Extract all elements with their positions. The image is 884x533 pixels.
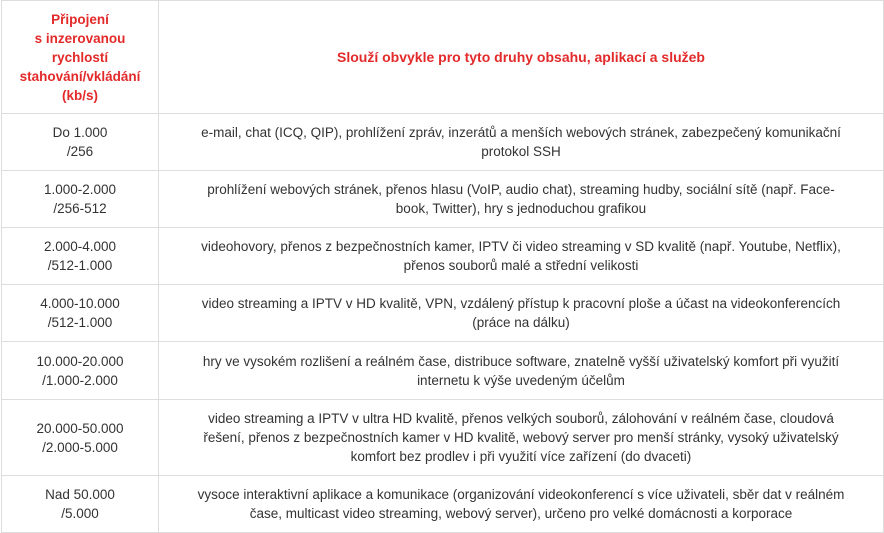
usage-line: řešení, přenos z bezpečnostních kamer v HD kvalitě, webový server pro menší stránky, vysoký uživatelský [203,430,839,445]
speed-line: Do 1.000 [52,125,108,140]
usage-cell [159,285,884,342]
speed-cell [2,476,159,533]
speed-line: /512-1.000 [47,258,113,273]
table-row [2,114,884,171]
speed-cell [2,342,159,400]
speed-line: /256 [66,144,94,159]
speed-line: /256-512 [53,201,107,216]
speed-cell [2,228,159,285]
usage-cell [159,171,884,228]
usage-line: internetu k výše uvedeným účelům [417,372,625,388]
speed-cell [2,114,159,171]
speed-line: 20.000-50.000 [36,420,124,436]
usage-column-header [159,1,884,114]
speed-usage-table [1,0,884,533]
usage-cell [159,228,884,285]
usage-cell [159,476,884,533]
usage-line: prohlížení webových stránek, přenos hlasu (VoIP, audio chat), streaming hudby, sociální sítě (např. Face- [207,182,835,197]
usage-line: komfort bez prodlev i při využití více zařízení (do dvaceti) [350,449,692,464]
speed-header-line: stahování/vkládání [19,68,141,84]
usage-cell [159,400,884,476]
usage-line: čase, multicast video streaming, webový server), určeno pro velké domácnosti a korporace [249,506,793,521]
table-row [2,400,884,476]
usage-line: vysoce interaktivní aplikace a komunikace (organizování videokonferencí s více uživateli, sběr dat v reálném [197,487,845,502]
speed-line: /5.000 [61,506,99,521]
usage-line: hry ve vysokém rozlišení a reálném čase, distribuce software, znatelně vyšší uživatelský komfort při využití [202,353,840,369]
speed-cell [2,171,159,228]
speed-header-line: Připojení [51,11,109,27]
table-row [2,342,884,400]
usage-line: video streaming a IPTV v ultra HD kvalitě, přenos velkých souborů, zálohování v reálném čase, cloudová [208,411,834,426]
usage-cell [159,114,884,171]
usage-line: přenos souborů malé a střední velikosti [403,258,639,273]
speed-line: /2.000-5.000 [42,439,118,455]
speed-line: 10.000-20.000 [36,353,124,369]
table-row [2,285,884,342]
usage-line: protokol SSH [481,144,561,159]
table-row [2,171,884,228]
speed-header-line: s inzerovanou [34,30,126,46]
speed-header-line: (kb/s) [61,87,98,103]
usage-cell [159,342,884,400]
speed-line: 2.000-4.000 [43,239,117,254]
speed-line: /1.000-2.000 [42,372,118,388]
speed-cell [2,285,159,342]
usage-line: book, Twitter), hry s jednoduchou grafikou [395,201,647,216]
speed-line: Nad 50.000 [45,487,115,502]
usage-line: video streaming a IPTV v HD kvalitě, VPN, vzdálený přístup k pracovní ploše a účast na videokonferencích [201,296,841,311]
usage-line: (práce na dálku) [472,315,570,330]
usage-line: videohovory, přenos z bezpečnostních kamer, IPTV či video streaming v SD kvalitě (např. Youtube, Netflix), [201,239,841,254]
table-row [2,228,884,285]
speed-line: 4.000-10.000 [40,296,120,311]
usage-line: e-mail, chat (ICQ, QIP), prohlížení zpráv, inzerátů a menších webových stránek, zabezpečený komunikační [201,125,841,140]
speed-cell [2,400,159,476]
table-row [2,476,884,533]
speed-column-header [2,1,159,114]
usage-header-text: Slouží obvykle pro tyto druhy obsahu, aplikací a služeb [337,48,705,65]
speed-header-line: rychlostí [51,49,109,65]
table-header-row [2,1,884,114]
speed-line: 1.000-2.000 [43,182,117,197]
speed-line: /512-1.000 [47,315,113,330]
